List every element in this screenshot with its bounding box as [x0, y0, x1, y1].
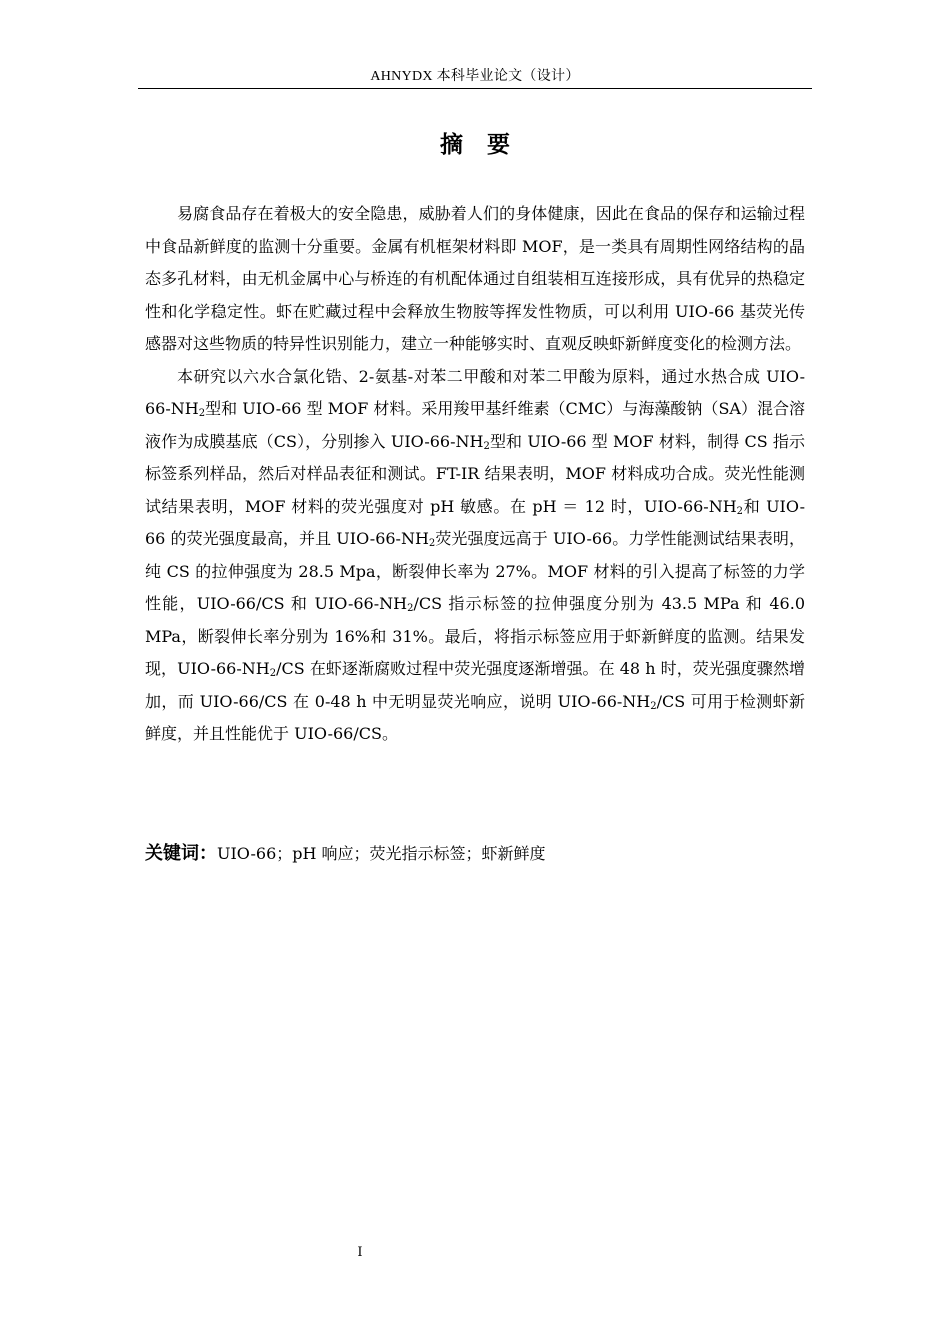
text-run: /CS 指示标签的拉伸强度分别为 43.5 MPa 和 46.0 MPa，断裂伸长率分别为 16%和 31%。最后，将指示标签应用于虾新鲜度的监测。结果发现，UIO-66-NH	[145, 594, 805, 678]
keywords-label: 关键词：	[145, 843, 217, 864]
subscript-2: 2	[407, 603, 414, 614]
abstract-body	[145, 198, 805, 751]
subscript-2: 2	[428, 538, 436, 549]
text-run: /CS 可用于检测虾新鲜度，并且性能优于 UIO-66/CS。	[145, 691, 805, 743]
abstract-paragraph-2	[145, 361, 805, 751]
keywords-text: UIO-66；pH 响应；荧光指示标签；虾新鲜度	[217, 844, 546, 863]
title-char-1: 摘	[440, 132, 463, 158]
subscript-2: 2	[650, 700, 657, 712]
text-run: 和 UIO-66 的荧光强度最高，并且 UIO-66-NH	[145, 496, 805, 548]
abstract-title	[0, 128, 950, 162]
text-run: 型和 UIO-66 型 MOF 材料，制得 CS 指示标签系列样品，然后对样品表征和测试。FT-IR 结果表明，MOF 材料成功合成。荧光性能测试结果表明，MOF 材料的荧光强度对 pH 敏感。在 pH ＝ 12 时，UIO-66-NH	[145, 431, 805, 516]
subscript-2: 2	[198, 408, 206, 419]
running-header: AHNYDX 本科毕业论文（设计）	[138, 66, 812, 89]
title-char-2: 要	[487, 132, 510, 158]
text-run: 本研究以六水合氯化锆、2-氨基-对苯二甲酸和对苯二甲酸为原料，通过水热合成 UIO-66-NH	[145, 366, 805, 418]
subscript-2: 2	[483, 440, 490, 452]
page-number: I	[357, 1245, 363, 1260]
abstract-paragraph-1: 易腐食品存在着极大的安全隐患，威胁着人们的身体健康，因此在食品的保存和运输过程中食品新鲜度的监测十分重要。金属有机框架材料即 MOF，是一类具有周期性网络结构的晶态多孔材料，由无机金属中心与桥连的有机配体通过自组装相互连接形成，具有优异的热稳定性和化学稳定性。虾在贮藏过程中会释放生物胺等挥发性物质，可以利用 UIO-66 基荧光传感器对这些物质的特异性识别能力，建立一种能够实时、直观反映虾新鲜度变化的检测方法。	[145, 204, 805, 353]
text-run: /CS 在虾逐渐腐败过程中荧光强度逐渐增强。在 48 h 时，荧光强度骤然增加，而 UIO-66/CS 在 0-48 h 中无明显荧光响应，说明 UIO-66-NH	[145, 659, 805, 711]
text-run: 型和 UIO-66 型 MOF 材料。采用羧甲基纤维素（CMC）与海藻酸钠（SA）混合溶液作为成膜基底（CS），分别掺入 UIO-66-NH	[145, 399, 805, 451]
subscript-2: 2	[736, 505, 744, 517]
keywords-line	[145, 838, 805, 870]
text-run: 荧光强度远高于 UIO-66。力学性能测试结果表明，纯 CS 的拉伸强度为 28.5 Mpa，断裂伸长率为 27%。MOF 材料的引入提高了标签的力学性能，UIO-66/CS 和 UIO-66-NH	[145, 529, 805, 613]
subscript-2: 2	[269, 668, 277, 679]
